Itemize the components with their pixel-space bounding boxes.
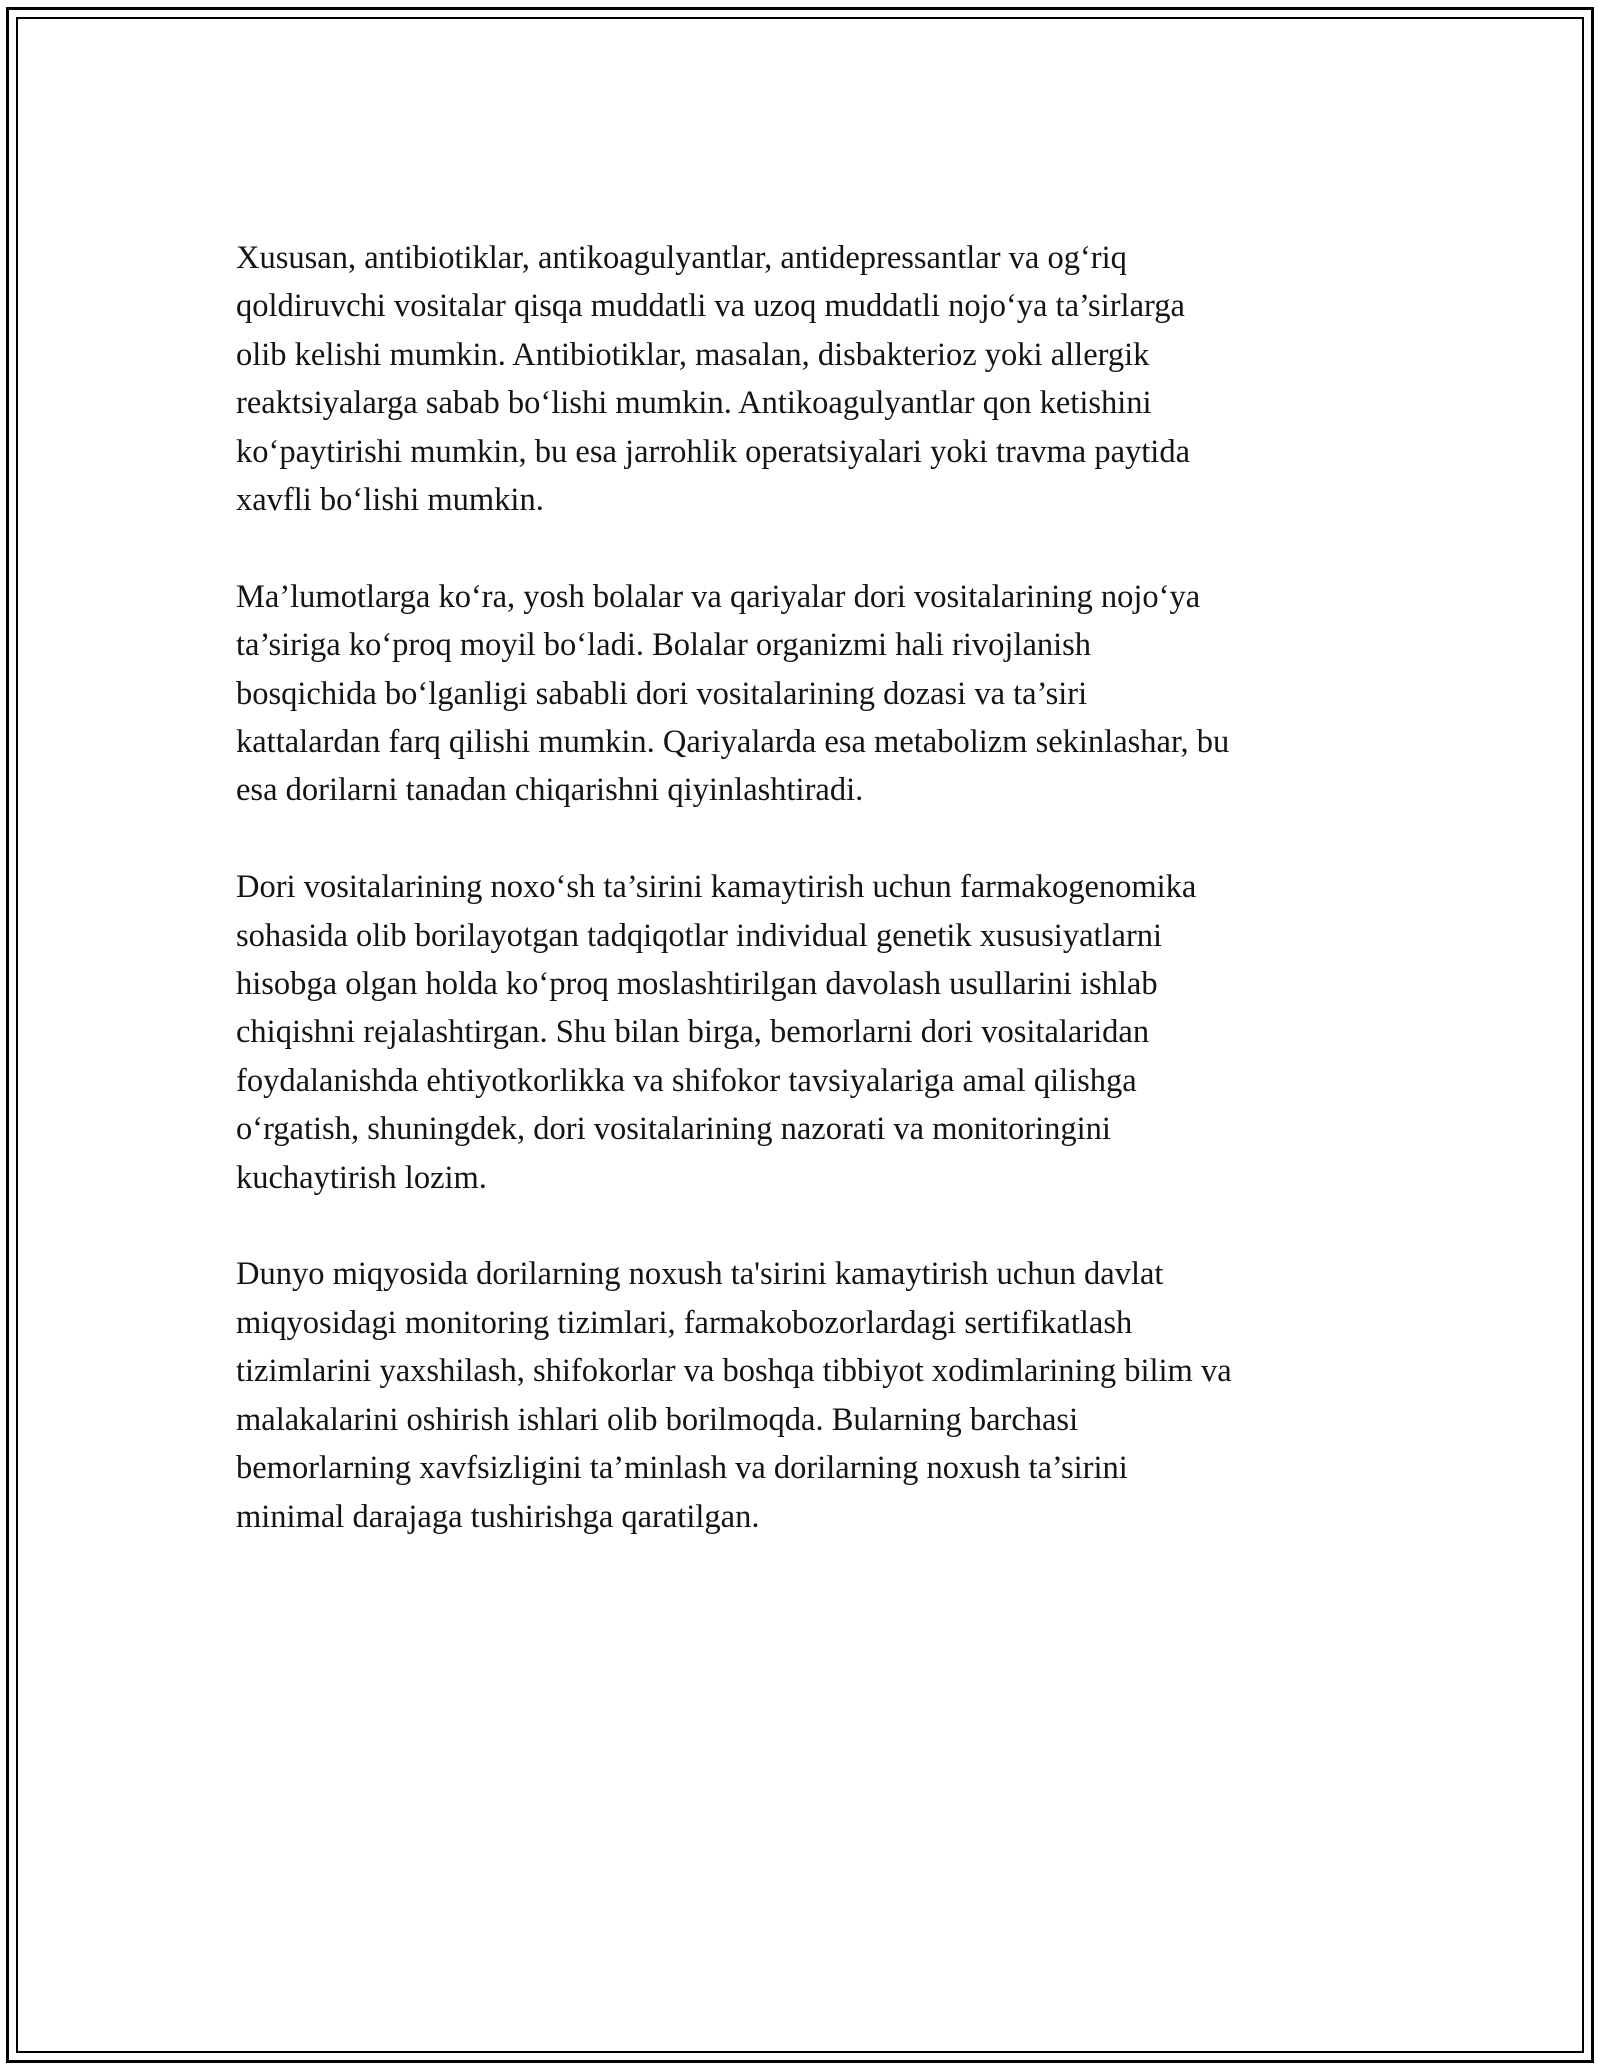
text-line: malakalarini oshirish ishlari olib borilmoqda. Bularning barchasi (236, 1401, 1079, 1438)
text-line: olib kelishi mumkin. Antibiotiklar, masalan, disbakterioz yoki allergik (236, 336, 1150, 373)
text-line: ko‘paytirishi mumkin, bu esa jarrohlik operatsiyalari yoki travma paytida (236, 433, 1190, 470)
text-line: Xususan, antibiotiklar, antikoagulyantlar, antidepressantlar va og‘riq (236, 240, 1127, 276)
paragraph-2 (236, 573, 1366, 815)
text-line: kuchaytirish lozim. (236, 1159, 487, 1196)
text-line: Ma’lumotlarga ko‘ra, yosh bolalar va qariyalar dori vositalarining nojo‘ya (236, 578, 1201, 615)
text-line: foydalanishda ehtiyotkorlikka va shifokor tavsiyalariga amal qilishga (236, 1062, 1137, 1099)
text-line: hisobga olgan holda ko‘proq moslashtirilgan davolash usullarini ishlab (236, 966, 1158, 1003)
text-line: Dunyo miqyosida dorilarning noxush ta'sirini kamaytirish uchun davlat (236, 1256, 1164, 1293)
text-line: xavfli bo‘lishi mumkin. (236, 482, 544, 519)
text-line: chiqishni rejalashtirgan. Shu bilan birga, bemorlarni dori vositalaridan (236, 1014, 1150, 1051)
text-line: qoldiruvchi vositalar qisqa muddatli va uzoq muddatli nojo‘ya ta’sirlarga (236, 288, 1185, 325)
paragraph-4 (236, 1250, 1366, 1540)
text-line: Dori vositalarining noxo‘sh ta’sirini kamaytirish uchun farmakogenomika (236, 869, 1197, 906)
text-line: bosqichida bo‘lganligi sababli dori vositalarining dozasi va ta’siri (236, 675, 1088, 712)
paragraph-1 (236, 234, 1366, 524)
text-line: tizimlarini yaxshilash, shifokorlar va boshqa tibbiyot xodimlarining bilim va (236, 1353, 1232, 1390)
document-body (236, 234, 1366, 1589)
paragraph-3 (236, 863, 1366, 1202)
text-line: miqyosidagi monitoring tizimlari, farmakobozorlardagi sertifikatlash (236, 1304, 1133, 1341)
text-line: minimal darajaga tushirishga qaratilgan. (236, 1498, 760, 1535)
text-line: sohasida olib borilayotgan tadqiqotlar individual genetik xususiyatlarni (236, 917, 1163, 954)
text-line: bemorlarning xavfsizligini ta’minlash va dorilarning noxush ta’sirini (236, 1450, 1128, 1487)
text-line: kattalardan farq qilishi mumkin. Qariyalarda esa metabolizm sekinlashar, bu (236, 724, 1230, 761)
text-line: ta’siriga ko‘proq moyil bo‘ladi. Bolalar organizmi hali rivojlanish (236, 627, 1092, 664)
text-line: reaktsiyalarga sabab bo‘lishi mumkin. Antikoagulyantlar qon ketishini (236, 385, 1152, 422)
text-line: esa dorilarni tanadan chiqarishni qiyinlashtiradi. (236, 772, 864, 809)
text-line: o‘rgatish, shuningdek, dori vositalarining nazorati va monitoringini (236, 1111, 1111, 1148)
